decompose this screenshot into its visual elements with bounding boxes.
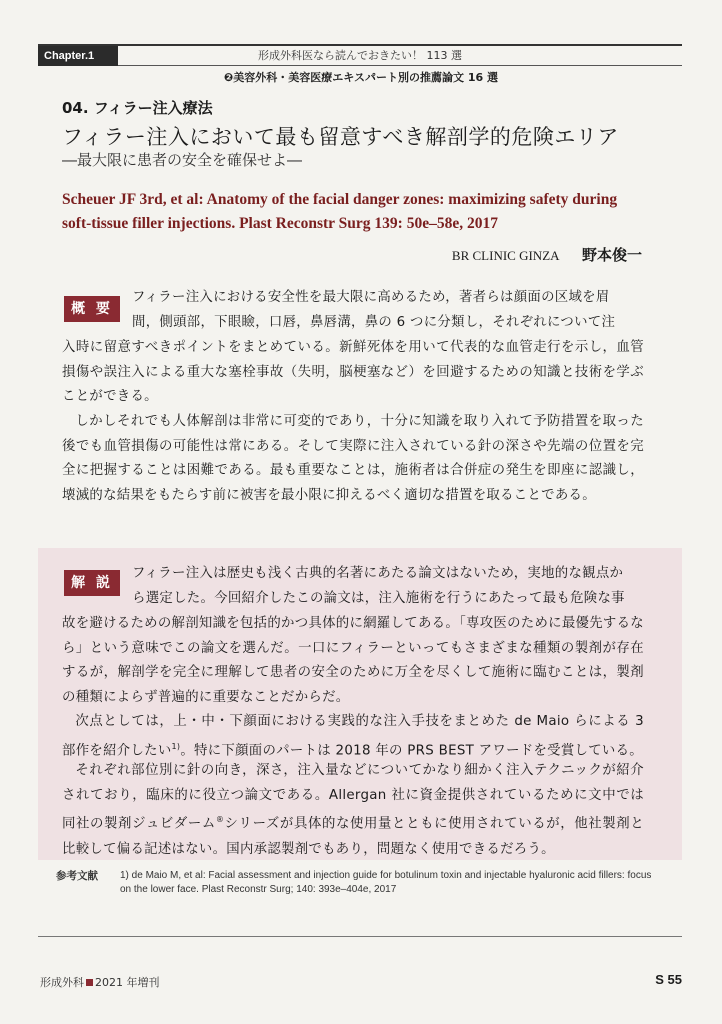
commentary-p3-text-a: それぞれ部位別に針の向き，深さ，注入量などについてかなり細かく注入テクニックが紹介されており，臨床的に役立つ論文である。Allergan 社に資金提供されているために文中では同社の製剤ジュビダーム xyxy=(62,763,644,832)
section-subtitle: ❷美容外科・美容医療エキスパート別の推薦論文 16 選 xyxy=(223,71,499,84)
commentary-label: 解 説 xyxy=(64,570,120,596)
author-line xyxy=(452,244,642,265)
article-subtitle: ―最大限に患者の安全を確保せよ― xyxy=(62,151,303,169)
author-name: 野本俊一 xyxy=(581,246,642,264)
citation: Scheuer JF 3rd, et al: Anatomy of the facial danger zones: maximizing safety during soft-tissue filler injections. Plast Reconstr Surg 139: 50e–58e, 2017 xyxy=(62,191,618,232)
summary-line-2: 間，側頭部，下眼瞼，口唇，鼻唇溝，鼻の 6 つに分類し，それぞれについて注 xyxy=(132,315,616,330)
commentary-p3-text-b: シリーズが具体的な使用量とともに使用されているが，他社製剤と比較して偏る記述はない。国内承認製剤でもあり，問題なく使用できるだろう。 xyxy=(62,816,645,857)
article-number: 04. フィラー注入療法 xyxy=(62,99,213,117)
footer-divider xyxy=(38,936,682,937)
book-title: 形成外科医なら読んでおきたい！ 113 選 xyxy=(258,49,462,62)
summary-line-1: フィラー注入における安全性を最大限に高めるため，著者らは顔面の区域を眉 xyxy=(132,290,610,305)
commentary-line-1: フィラー注入は歴史も浅く古典的名著にあたる論文はないため，実地的な観点か xyxy=(132,566,624,581)
references xyxy=(56,869,660,897)
commentary-p2-text-b: 。特に下顔面のパートは 2018 年の PRS BEST アワードを受賞している。 xyxy=(180,743,643,759)
summary-paragraph-2: しかしそれでも人体解剖は非常に可変的であり，十分に知識を取り入れて予防措置を取った後でも血管損傷の可能性は常にある。そして実際に注入されている針の深さや先端の位置を完全に把握することは困難である。最も重要なことは，施術者は合併症の発生を即座に認識し，壊滅的な結果をもたらす前に被害を最小限に抑えるべく適切な措置を取ることである。 xyxy=(62,414,644,504)
commentary-paragraph-1: 故を避けるための解剖知識を包括的かつ具体的に網羅してある。「専攻医のために最優先するなら」という意味でこの論文を選んだ。一口にフィラーといってもさまざまな種類の製剤が存在するが，解剖学を完全に理解して患者の安全のために万全を尽くして施術に臨むことは，製剤の種類によらず普遍的に重要なことだからだ。 xyxy=(62,616,644,706)
registered-mark: ® xyxy=(215,815,225,825)
summary-paragraph-1: 入時に留意すべきポイントをまとめている。新鮮死体を用いて代表的な血管走行を示し，血管損傷や誤注入による重大な塞栓事故（失明，脳梗塞など）を回避するための知識と技術を学ぶことができる。 xyxy=(62,340,644,405)
square-icon xyxy=(86,979,93,986)
commentary-paragraph-2 xyxy=(62,710,644,764)
article-title: フィラー注入において最も留意すべき解剖学的危険エリア xyxy=(62,125,619,149)
commentary-p2-text-a: 次点としては，上・中・下顔面における実践的な注入手技をまとめた de Maio らによる 3 部作を紹介したい xyxy=(62,714,644,759)
references-label: 参考文献 xyxy=(56,870,98,882)
page-number: S 55 xyxy=(655,972,682,987)
issue-label: 2021 年増刊 xyxy=(95,976,160,989)
summary-label: 概 要 xyxy=(64,296,120,322)
commentary-line-2: ら選定した。今回紹介したこの論文は，注入施術を行うにあたって最も危険な事 xyxy=(132,591,625,606)
journal-name: 形成外科 xyxy=(40,976,84,989)
affiliation: BR CLINIC GINZA xyxy=(451,248,560,263)
commentary-paragraph-3 xyxy=(62,759,644,862)
chapter-tag: Chapter.1 xyxy=(38,46,118,66)
footer-journal xyxy=(40,974,160,990)
reference-item: 1) de Maio M, et al: Facial assessment and injection guide for botulinum toxin and injectable hyaluronic acid fillers: focus on the lower face. Plast Reconstr Surg; 140: 393e–404e, 2017 xyxy=(120,870,652,895)
running-header xyxy=(38,44,682,66)
footnote-ref: 1) xyxy=(171,741,181,751)
